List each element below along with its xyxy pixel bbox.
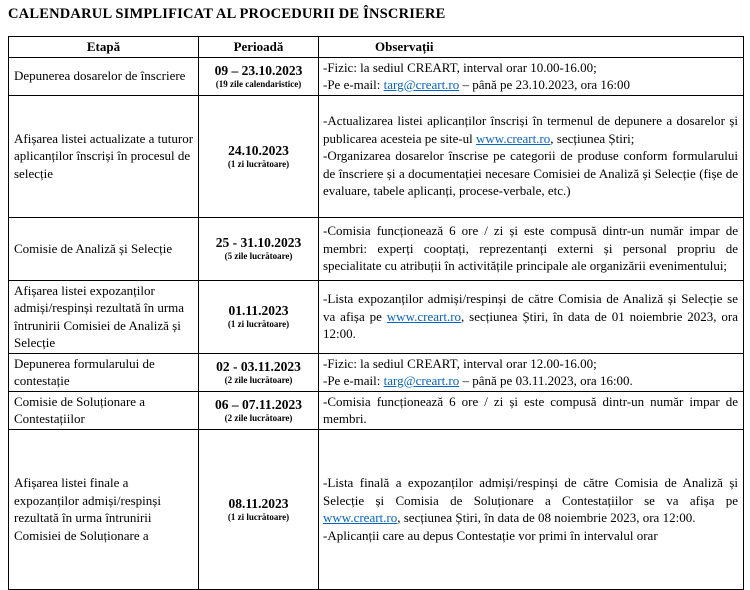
period-date: 02 - 03.11.2023 (216, 358, 301, 374)
perioada-cell (199, 57, 319, 95)
observatii-cell (319, 217, 744, 280)
text-segment: -Aplicanții care au depus Contestație vor primi în intervalul orar (323, 527, 658, 543)
text-segment: -Lista expozanților admiși/respinși de către Comisia de Analiză și Selecție se va afișa pe (323, 291, 738, 324)
observation-paragraph (323, 76, 738, 94)
text-segment: -Comisia funcționează 6 ore / zi și este compusă dintr-un număr impar de membri: experți cooptați, reprezentanți externi și personal propriu de specialitate cu atribuții în activitățile principale ale organizării evenimentului; (323, 223, 738, 274)
observation-paragraph (323, 527, 738, 545)
observation-paragraph (323, 59, 738, 77)
document-title: CALENDARUL SIMPLIFICAT AL PROCEDURII DE ÎNSCRIERE (8, 6, 446, 22)
etapa-cell: Comisie de Soluționare a Contestațiilor (9, 391, 199, 429)
text-segment: , secțiunea Știri, în data de 08 noiembrie 2023, ora 12:00. (397, 510, 696, 525)
table-body (9, 57, 744, 589)
observatii-cell (319, 353, 744, 391)
period-note: (19 zile calendaristice) (215, 78, 302, 89)
observatii-cell (319, 429, 744, 589)
table-header (9, 37, 744, 58)
observation-paragraph (323, 355, 738, 373)
period-date: 01.11.2023 (228, 303, 289, 318)
header-row (9, 37, 744, 58)
website-link[interactable]: www.creart.ro (476, 130, 551, 146)
text-segment: -Comisia funcționează 6 ore / zi și este compusă dintr-un număr impar de membri. (323, 393, 738, 426)
perioada-cell (199, 280, 319, 353)
text-segment: -Actualizarea listei aplicanților înscriși în termenul de depunere a dosarelor și publicarea acesteia pe site-ul (323, 113, 738, 146)
table-row (9, 429, 744, 589)
email-link[interactable]: targ@creart.ro (383, 373, 460, 388)
website-link[interactable]: www.creart.ro (323, 510, 398, 525)
period-note: (2 zile lucrătoare) (224, 412, 293, 423)
perioada-cell (199, 217, 319, 280)
text-segment: -Fizic: la sediul CREART, interval orar 12.00-16.00; (323, 355, 597, 371)
col-header-etapa: Etapă (9, 37, 199, 58)
text-segment: -Pe e-mail: (323, 77, 384, 92)
table-row (9, 95, 744, 217)
observatii-cell (319, 95, 744, 217)
table-row (9, 280, 744, 353)
table-row (9, 353, 744, 391)
perioada-cell (199, 429, 319, 589)
text-segment: , secțiunea Știri; (550, 130, 635, 146)
period-date: 25 - 31.10.2023 (215, 235, 302, 250)
observatii-cell (319, 280, 744, 353)
etapa-cell: Depunerea dosarelor de înscriere (9, 57, 199, 95)
table-row (9, 391, 744, 429)
observation-paragraph (323, 147, 738, 200)
col-header-perioada: Perioadă (199, 37, 319, 58)
etapa-cell: Afișarea listei actualizate a tuturor aplicanților înscriși în procesul de selecție (9, 95, 199, 217)
period-date: 06 – 07.11.2023 (214, 396, 302, 412)
perioada-cell (199, 391, 319, 429)
observation-paragraph (323, 393, 738, 428)
etapa-cell: Depunerea formularului de contestație (9, 353, 199, 391)
period-date: 09 – 23.10.2023 (214, 62, 303, 78)
observation-paragraph (323, 112, 738, 147)
text-segment: , secțiunea Știri, în data de 01 noiembrie 2023, ora 12:00. (323, 308, 738, 342)
observation-paragraph (323, 222, 738, 275)
period-date: 24.10.2023 (228, 142, 289, 158)
text-segment: – până pe 03.11.2023, ora 16:00. (459, 373, 633, 388)
observatii-cell (319, 391, 744, 429)
observatii-cell (319, 57, 744, 95)
period-date: 08.11.2023 (228, 495, 289, 511)
perioada-cell (199, 95, 319, 217)
text-segment: -Organizarea dosarelor înscrise pe categorii de produse conform formularului de înscriere și a documentației necesare Comisiei de Analiză și Selecție (fișe de evaluare, tabele aplicanți, procese-verbale, etc.) (323, 148, 738, 199)
email-link[interactable]: targ@creart.ro (383, 77, 460, 92)
etapa-cell: Comisie de Analiză și Selecție (9, 217, 199, 280)
period-note: (1 zi lucrătoare) (227, 511, 290, 522)
observation-paragraph (323, 474, 738, 527)
etapa-cell: Afișarea listei expozanților admiși/respinși rezultată în urma întrunirii Comisiei de Analiză și Selecție (9, 280, 199, 353)
etapa-cell: Afișarea listei finale a expozanților admiși/respinși rezultată în urma întrunirii Comisiei de Soluționare a (9, 429, 199, 589)
col-header-observatii: Observații (319, 37, 744, 58)
period-note: (1 zi lucrătoare) (227, 319, 290, 329)
table-row (9, 57, 744, 95)
table-row (9, 217, 744, 280)
text-segment: -Fizic: la sediul CREART, interval orar 10.00-16.00; (323, 59, 597, 75)
observation-paragraph (323, 290, 738, 343)
period-note: (5 zile lucrătoare) (224, 251, 293, 261)
observation-paragraph (323, 372, 738, 390)
text-segment: -Lista finală a expozanților admiși/respinși de către Comisia de Analiză și Selecție și Comisia de Soluționare a Contestațiilor se va afișa pe (323, 475, 738, 508)
website-link[interactable]: www.creart.ro (386, 308, 462, 324)
period-note: (2 zile lucrătoare) (224, 374, 293, 385)
calendar-table (8, 36, 744, 590)
text-segment: -Pe e-mail: (323, 373, 384, 388)
perioada-cell (199, 353, 319, 391)
text-segment: – până pe 23.10.2023, ora 16:00 (459, 77, 631, 92)
period-note: (1 zi lucrătoare) (227, 158, 290, 169)
